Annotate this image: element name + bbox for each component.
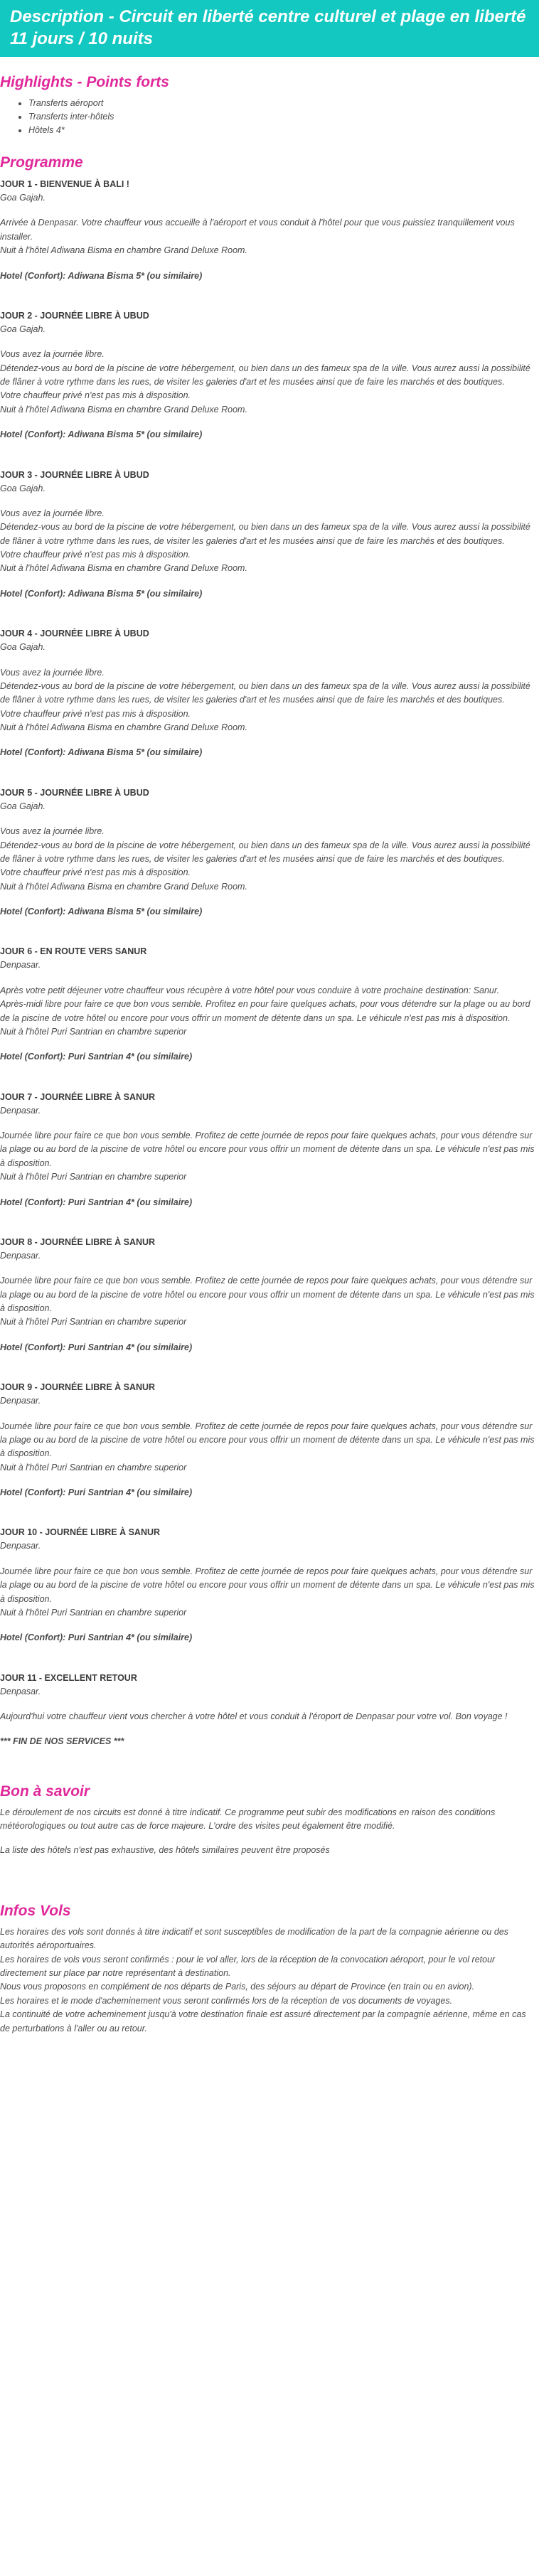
day-location: Denpasar. [0,1686,41,1696]
day-location: Goa Gajah. [0,193,46,203]
day-hotel: Hotel (Confort): Adiwana Bisma 5* (ou similaire) [0,588,203,599]
day-text: Journée libre pour faire ce que bon vous semble. Profitez de cette journée de repos pour faire quelques achats, pour vous détendre sur la plage ou au bord de la piscine de votre hôtel ou encore pour vous offrir un moment de détente dans un spa. Le véhicule n'est pas mis à disposition. Nuit à l'hôtel Puri Santrian en chambre superior [0,1131,535,1182]
day-title: JOUR 9 - JOURNÉE LIBRE À SANUR [0,1382,156,1393]
day-text: Vous avez la journée libre. Détendez-vous au bord de la piscine de votre hébergement, ou bien dans un des fameux spa de la ville. Vous aurez aussi la possibilité de flâner à votre rythme dans les rues, de visiter les galeries d'art et les musées ainsi que de faire les marchés et des boutiques. Votre chauffeur privé n'est pas mis à disposition. Nuit à l'hôtel Adiwana Bisma en chambre Grand Deluxe Room. [0,667,530,732]
highlight-item: • Transferts aéroport [28,97,538,110]
highlights-title: Highlights - Points forts [0,74,169,90]
infos-vols-text: Les horaires des vols sont donnés à titre indicatif et sont susceptibles de modification de la part de la compagnie aérienne ou des autorités aéroportuaires. Les horaires de vols vous seront confirmés : pour le vol aller, lors de la réception de la convocation aéroport, pour le vol retour directement sur place par notre représentant à destination. Nous vous proposons en complément de nos départs de Paris, des séjours au départ de Province (en train ou en avion). Les horaires et le mode d'acheminement vous seront confirmés lors de la réception de vos documents de voyages. La continuité de votre acheminement jusqu'à votre destination finale est assuré directement par la compagnie aérienne, même en cas de perturbations à l'aller ou au retour. [0,1926,526,2033]
day-hotel: Hotel (Confort): Puri Santrian 4* (ou similaire) [0,1052,193,1062]
day-title: JOUR 10 - JOURNÉE LIBRE À SANUR [0,1527,161,1538]
day-2 [0,309,538,442]
day-title: JOUR 11 - EXCELLENT RETOUR [0,1672,137,1683]
day-title: JOUR 3 - JOURNÉE LIBRE À UBUD [0,469,149,480]
day-hotel: Hotel (Confort): Adiwana Bisma 5* (ou similaire) [0,270,203,281]
day-location: Denpasar. [0,1250,41,1261]
day-8 [0,1235,538,1354]
page-header [0,0,539,57]
day-text: Aujourd'hui votre chauffeur vient vous chercher à votre hôtel et vous conduit à l'éroport de Denpasar pour votre vol. Bon voyage ! [0,1711,508,1721]
day-6 [0,944,538,1064]
bon-a-savoir-hotels-note: La liste des hôtels n'est pas exhaustive, des hôtels similaires peuvent être proposés [0,1844,330,1855]
day-title: JOUR 6 - EN ROUTE VERS SANUR [0,946,147,957]
day-1 [0,177,538,283]
day-title: JOUR 4 - JOURNÉE LIBRE À UBUD [0,629,149,639]
day-location: Denpasar. [0,1105,41,1116]
day-location: Goa Gajah. [0,483,46,493]
content [0,73,539,2036]
day-hotel: Hotel (Confort): Adiwana Bisma 5* (ou similaire) [0,429,203,440]
highlight-item: • Hôtels 4* [28,124,538,137]
day-hotel: Hotel (Confort): Adiwana Bisma 5* (ou similaire) [0,907,203,916]
bon-a-savoir-text: Le déroulement de nos circuits est donné à titre indicatif. Ce programme peut subir des modifications en raison des conditions météorologiques ou tout autre cas de force majeure. L'ordre des visites peut également être modifié. [0,1807,496,1832]
day-text: Vous avez la journée libre. Détendez-vous au bord de la piscine de votre hébergement, ou bien dans un des fameux spa de la ville. Vous aurez aussi la possibilité de flâner à votre rythme dans les rues, de visiter les galeries d'art et les musées ainsi que de faire les marchés et des boutiques. Votre chauffeur privé n'est pas mis à disposition. Nuit à l'hôtel Adiwana Bisma en chambre Grand Deluxe Room. [0,349,530,415]
page-title: Description - Circuit en liberté centre culturel et plage en liberté 11 jours / 10 nuits [10,7,526,48]
day-title: JOUR 1 - BIENVENUE À BALI ! [0,179,129,189]
day-location: Denpasar. [0,1541,41,1551]
day-4 [0,626,538,760]
end-of-services: *** FIN DE NOS SERVICES *** [0,1736,124,1747]
day-5 [0,786,538,919]
day-hotel: Hotel (Confort): Puri Santrian 4* (ou similaire) [0,1632,193,1643]
day-text: Journée libre pour faire ce que bon vous semble. Profitez de cette journée de repos pour faire quelques achats, pour vous détendre sur la plage ou au bord de la piscine de votre hôtel ou encore pour vous offrir un moment de détente dans un spa. Le véhicule n'est pas mis à disposition. Nuit à l'hôtel Puri Santrian en chambre superior [0,1276,535,1327]
day-hotel: Hotel (Confort): Adiwana Bisma 5* (ou similaire) [0,747,203,758]
day-hotel: Hotel (Confort): Puri Santrian 4* (ou similaire) [0,1342,193,1352]
day-text: Journée libre pour faire ce que bon vous semble. Profitez de cette journée de repos pour faire quelques achats, pour vous détendre sur la plage ou au bord de la piscine de votre hôtel ou encore pour vous offrir un moment de détente dans un spa. Le véhicule n'est pas mis à disposition. Nuit à l'hôtel Puri Santrian en chambre superior [0,1421,535,1473]
day-location: Denpasar. [0,1396,41,1406]
day-location: Goa Gajah. [0,324,46,334]
day-location: Goa Gajah. [0,801,46,811]
day-location: Denpasar. [0,960,41,971]
day-text: Après votre petit déjeuner votre chauffeur vous récupère à votre hôtel pour vous conduire à votre prochaine destination: Sanur. Après-midi libre pour faire ce que bon vous semble. Profitez en pour faire quelques achats, pour vous détendre sur la plage ou au bord de la piscine de votre hôtel ou encore pour vous offrir un moment de détente dans un spa. Le véhicule n'est pas mis à disposition. Nuit à l'hôtel Puri Santrian en chambre superior [0,985,530,1037]
day-location: Goa Gajah. [0,642,46,653]
infos-vols-title: Infos Vols [0,1902,71,1919]
day-3 [0,468,538,602]
day-7 [0,1090,538,1209]
day-text: Arrivée à Denpasar. Votre chauffeur vous accueille à l'aéroport et vous conduit à l'hôtel pour que vous puissiez tranquillement vous installer. Nuit à l'hôtel Adiwana Bisma en chambre Grand Deluxe Room. [0,218,515,256]
highlight-item: • Transferts inter-hôtels [28,110,538,124]
day-title: JOUR 7 - JOURNÉE LIBRE À SANUR [0,1091,156,1102]
day-9 [0,1380,538,1500]
day-hotel: Hotel (Confort): Puri Santrian 4* (ou similaire) [0,1197,193,1207]
day-text: Journée libre pour faire ce que bon vous semble. Profitez de cette journée de repos pour faire quelques achats, pour vous détendre sur la plage ou au bord de la piscine de votre hôtel ou encore pour vous offrir un moment de détente dans un spa. Le véhicule n'est pas mis à disposition. Nuit à l'hôtel Puri Santrian en chambre superior [0,1566,535,1618]
highlights-list [0,97,538,137]
day-title: JOUR 8 - JOURNÉE LIBRE À SANUR [0,1236,156,1247]
day-text: Vous avez la journée libre. Détendez-vous au bord de la piscine de votre hébergement, ou bien dans un des fameux spa de la ville. Vous aurez aussi la possibilité de flâner à votre rythme dans les rues, de visiter les galeries d'art et les musées ainsi que de faire les marchés et des boutiques. Votre chauffeur privé n'est pas mis à disposition. Nuit à l'hôtel Adiwana Bisma en chambre Grand Deluxe Room. [0,508,530,574]
day-title: JOUR 2 - JOURNÉE LIBRE À UBUD [0,310,149,321]
day-11 [0,1671,538,1749]
day-text: Vous avez la journée libre. Détendez-vous au bord de la piscine de votre hébergement, ou bien dans un des fameux spa de la ville. Vous aurez aussi la possibilité de flâner à votre rythme dans les rues, de visiter les galeries d'art et les musées ainsi que de faire les marchés et des boutiques. Votre chauffeur privé n'est pas mis à disposition. Nuit à l'hôtel Adiwana Bisma en chambre Grand Deluxe Room. [0,826,530,892]
programme-title: Programme [0,154,83,171]
bon-a-savoir-title: Bon à savoir [0,1783,90,1800]
day-10 [0,1525,538,1645]
day-title: JOUR 5 - JOURNÉE LIBRE À UBUD [0,787,149,798]
day-hotel: Hotel (Confort): Puri Santrian 4* (ou similaire) [0,1487,193,1497]
